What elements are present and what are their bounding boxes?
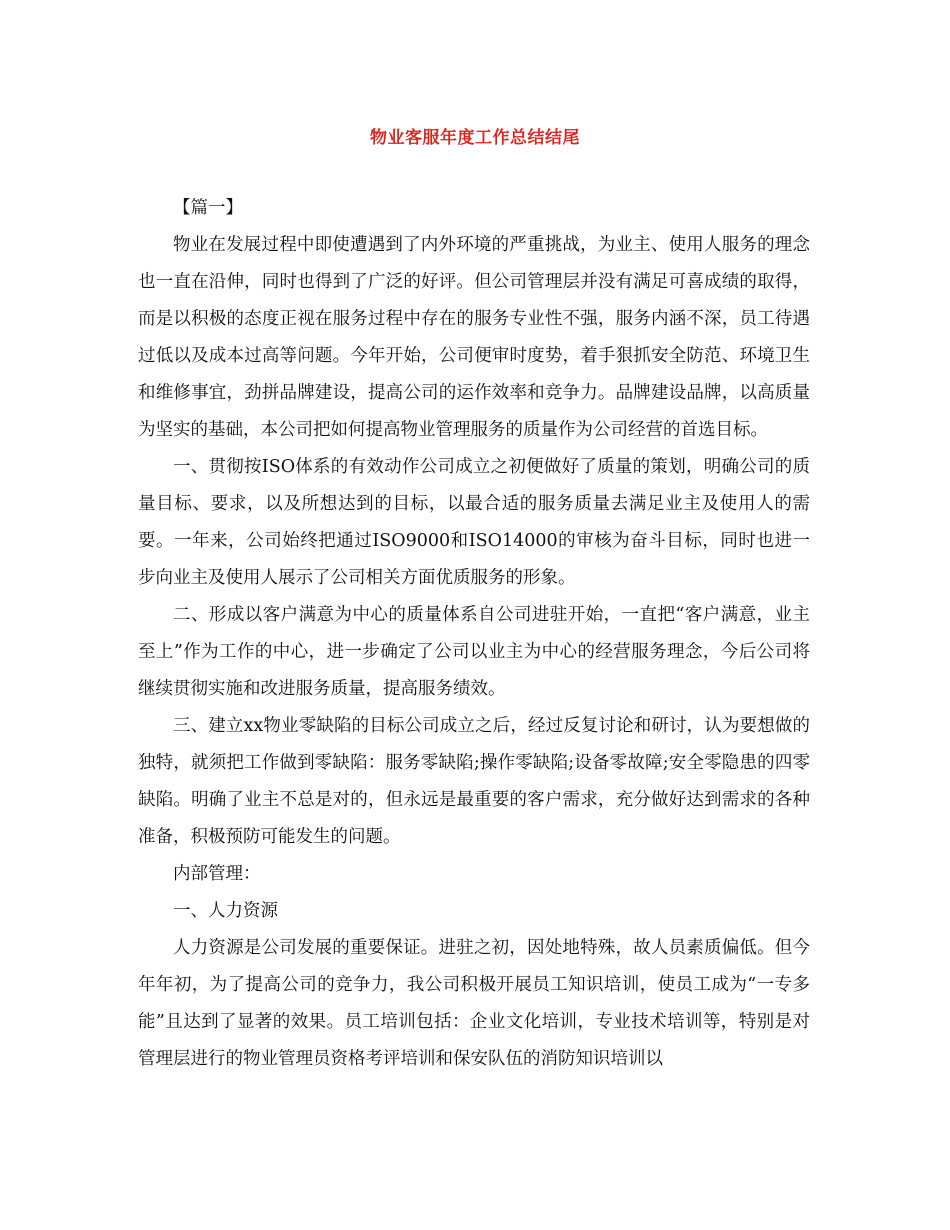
document-title: 物业客服年度工作总结结尾 [370, 128, 580, 148]
paragraph-iso-system: 一、贯彻按ISO体系的有效动作公司成立之初便做好了质量的策划，明确公司的质量目标、要求，以及所想达到的目标，以最合适的服务质量去满足业主及使用人的需要。一年来，公司始终把通过ISO9000和ISO14000的审核为奋斗目标，同时也进一步向业主及使用人展示了公司相关方面优质服务的形象。 [138, 457, 810, 588]
paragraph-intro: 物业在发展过程中即使遭遇到了内外环境的严重挑战，为业主、使用人服务的理念也一直在沿伸，同时也得到了广泛的好评。但公司管理层并没有满足可喜成绩的取得，而是以积极的态度正视在服务过程中存在的服务专业性不强，服务内涵不深，员工待遇过低以及成本过高等问题。今年开始，公司便审时度势，着手狠抓安全防范、环境卫生和维修事宜，劲拼品牌建设，提高公司的运作效率和竞争力。品牌建设品牌，以高质量为坚实的基础，本公司把如何提高物业管理服务的质量作为公司经营的首选目标。 [138, 235, 810, 440]
paragraph-human-resources: 人力资源是公司发展的重要保证。进驻之初，因处地特殊，故人员素质偏低。但今年年初，为了提高公司的竞争力，我公司积极开展员工知识培训，使员工成为“一专多能”且达到了显著的效果。员工培训包括：企业文化培训，专业技术培训等，特别是对管理层进行的物业管理员资格考评培训和保安队伍的消防知识培训以 [138, 938, 810, 1069]
paragraph-zero-defect: 三、建立xx物业零缺陷的目标公司成立之后，经过反复讨论和研讨，认为要想做的独特，就须把工作做到零缺陷：服务零缺陷;操作零缺陷;设备零故障;安全零隐患的四零缺陷。明确了业主不总是对的，但永远是最重要的客户需求，充分做好达到需求的各种准备，积极预防可能发生的问题。 [138, 716, 810, 847]
section-label: 【篇一】 [173, 198, 243, 218]
paragraph-customer-satisfaction: 二、形成以客户满意为中心的质量体系自公司进驻开始，一直把“客户满意，业主至上”作为工作的中心，进一步确定了公司以业主为中心的经营服务理念，今后公司将继续贯彻实施和改进服务质量，提高服务绩效。 [138, 605, 810, 699]
heading-internal-management: 内部管理： [173, 864, 261, 884]
heading-human-resources: 一、人力资源 [173, 901, 278, 921]
document-body [138, 190, 810, 1078]
